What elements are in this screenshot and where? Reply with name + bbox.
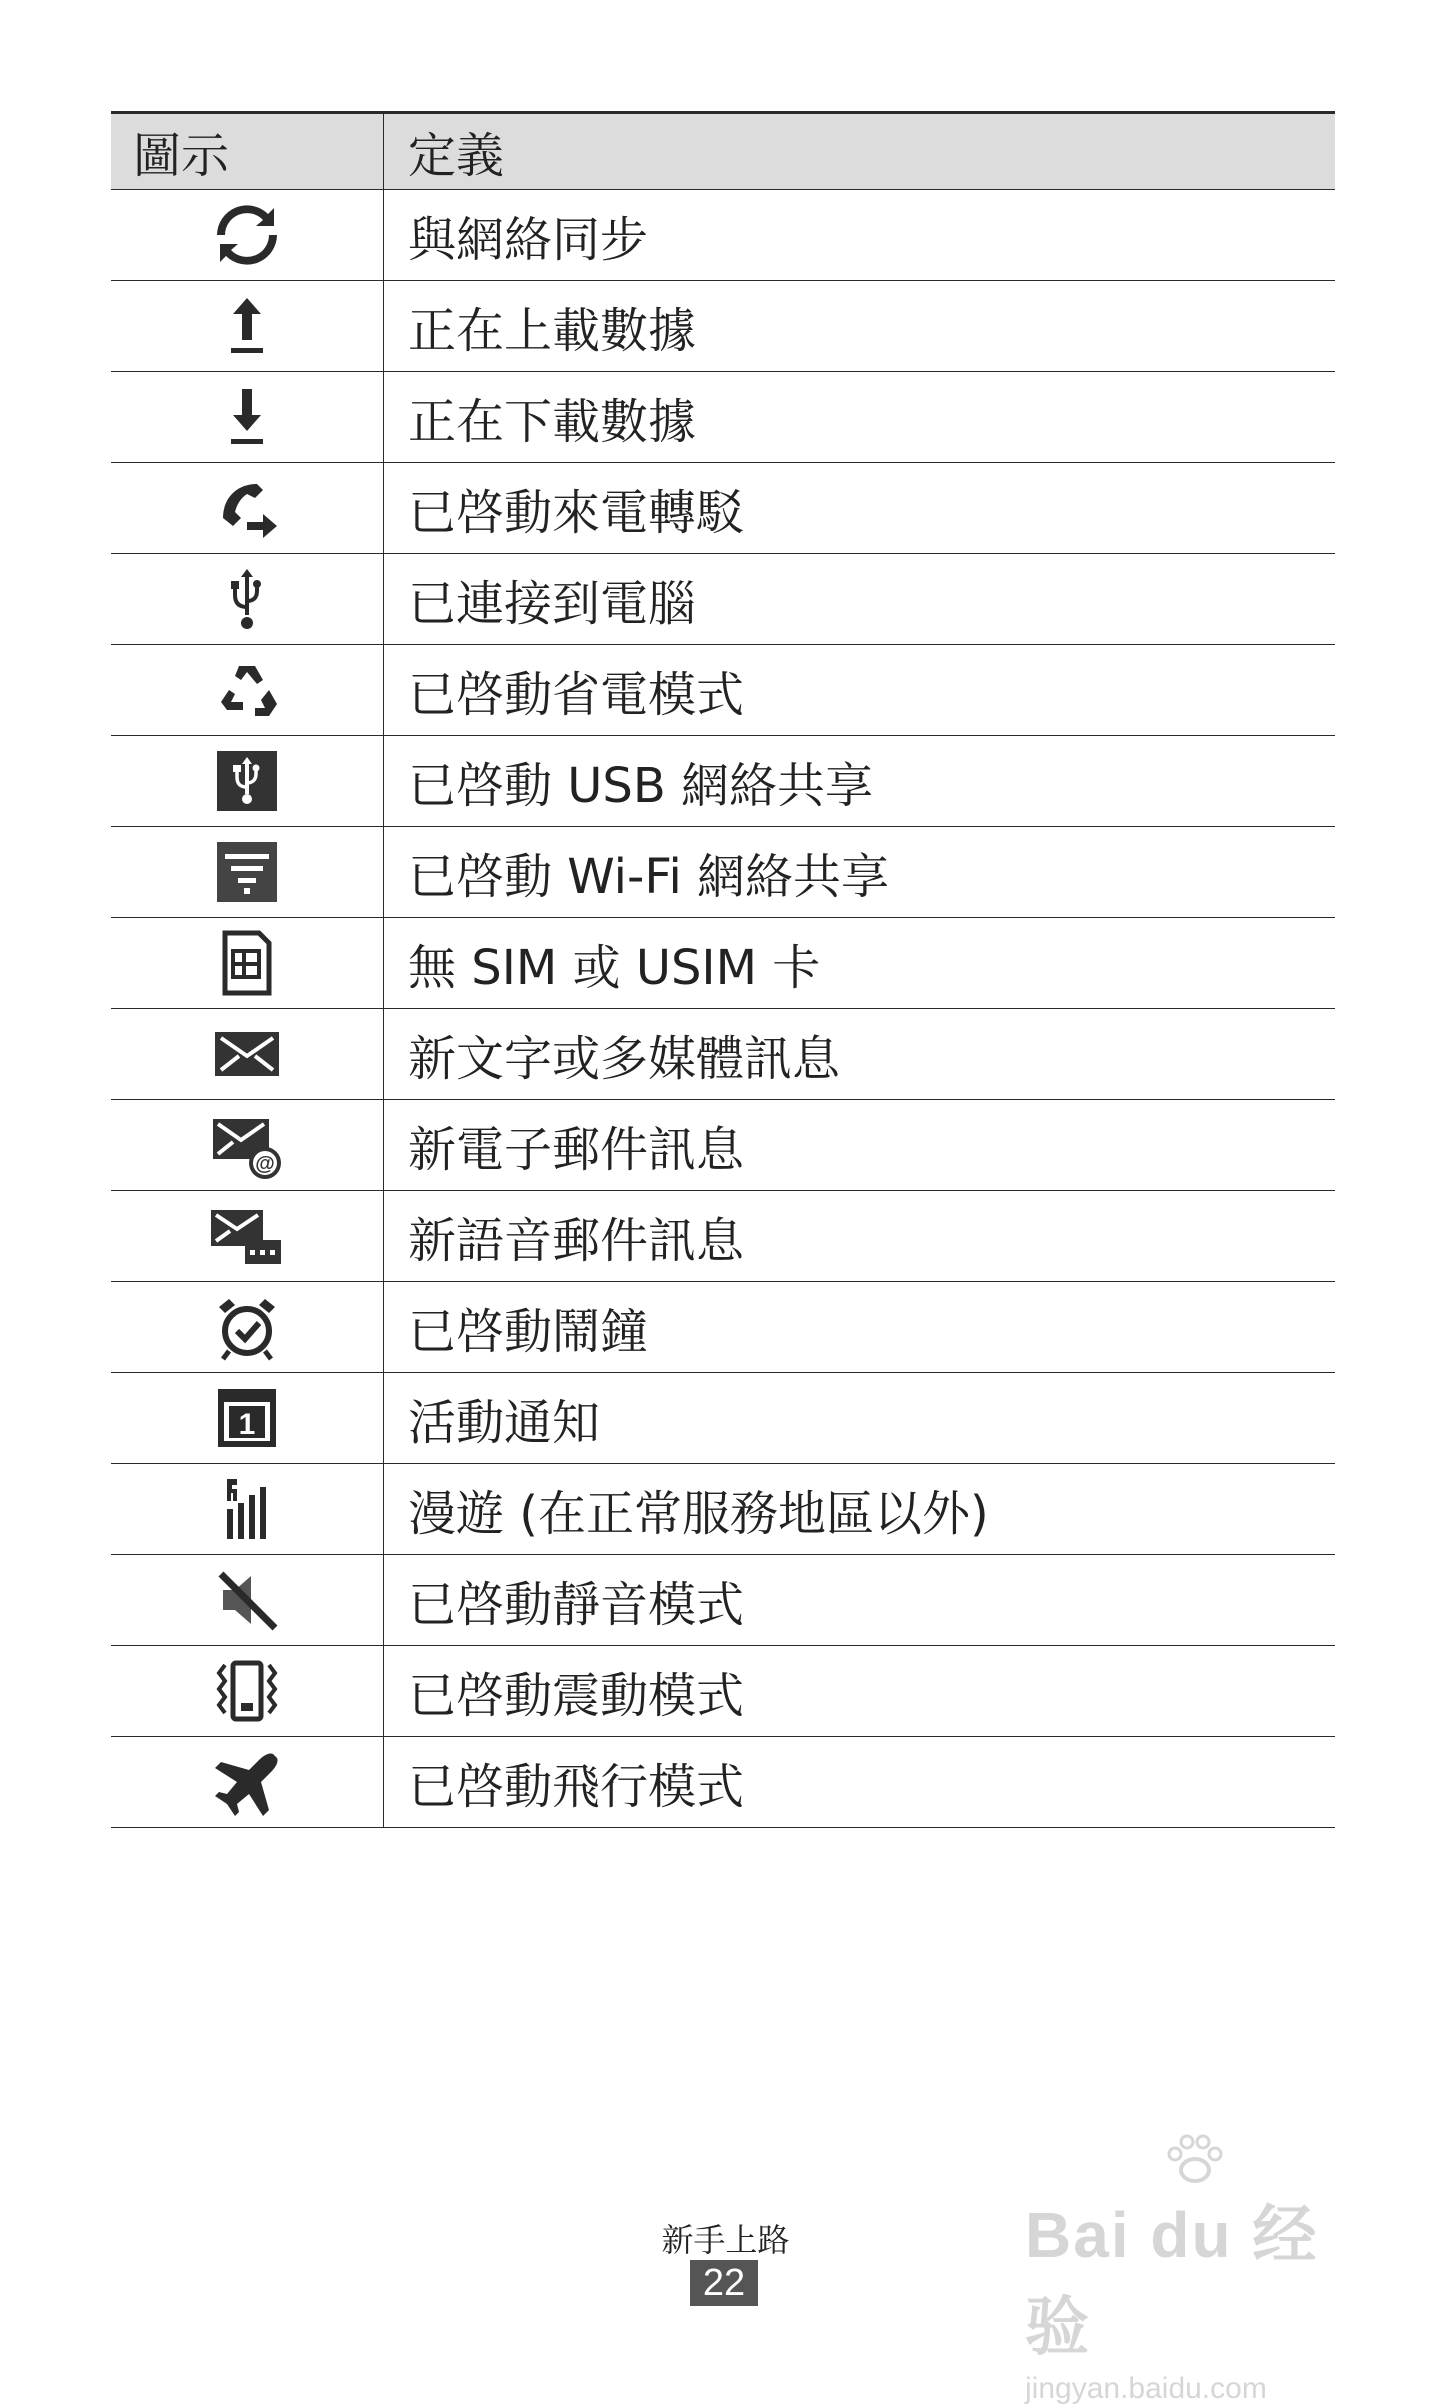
call-forward-icon <box>211 472 283 544</box>
calendar-icon <box>211 1382 283 1454</box>
download-icon <box>211 381 283 453</box>
wifi-tethering-icon <box>211 836 283 908</box>
upload-icon <box>211 290 283 362</box>
definition-text: 新電子郵件訊息 <box>384 1100 1336 1191</box>
definition-text: 已連接到電腦 <box>384 554 1336 645</box>
table-row <box>111 1009 1335 1100</box>
definition-text: 正在上載數據 <box>384 281 1336 372</box>
sync-icon <box>211 199 283 271</box>
table-row <box>111 1373 1335 1464</box>
definition-text: 與網絡同步 <box>384 190 1336 281</box>
calendar-day-number: 1 <box>238 1408 256 1441</box>
definition-text: 已啓動省電模式 <box>384 645 1336 736</box>
table-row <box>111 281 1335 372</box>
definition-text: 活動通知 <box>384 1373 1336 1464</box>
email-icon <box>211 1109 283 1181</box>
voicemail-icon <box>211 1200 283 1272</box>
definition-text: 已啓動來電轉駁 <box>384 463 1336 554</box>
power-saving-icon <box>211 654 283 726</box>
table-row <box>111 736 1335 827</box>
definition-text: 已啓動 USB 網絡共享 <box>384 736 1336 827</box>
definition-text: 已啓動靜音模式 <box>384 1555 1336 1646</box>
table-row <box>111 463 1335 554</box>
vibration-mode-icon <box>211 1655 283 1727</box>
table-row <box>111 1100 1335 1191</box>
table-row <box>111 190 1335 281</box>
definition-text: 無 SIM 或 USIM 卡 <box>384 918 1336 1009</box>
usb-icon <box>211 563 283 635</box>
icon-definition-table <box>111 111 1335 1828</box>
definition-text: 漫遊 (在正常服務地區以外) <box>384 1464 1336 1555</box>
definition-text: 已啓動飛行模式 <box>384 1737 1336 1828</box>
no-sim-icon <box>211 927 283 999</box>
table-row <box>111 1282 1335 1373</box>
definition-text: 新語音郵件訊息 <box>384 1191 1336 1282</box>
baidu-watermark <box>1025 2150 1375 2405</box>
header-icon-column: 圖示 <box>111 113 384 190</box>
table-row <box>111 645 1335 736</box>
table-row <box>111 372 1335 463</box>
table-row <box>111 1464 1335 1555</box>
header-definition-column: 定義 <box>384 113 1336 190</box>
page-number: 22 <box>690 2260 758 2306</box>
table-row <box>111 554 1335 645</box>
definition-text: 已啓動震動模式 <box>384 1646 1336 1737</box>
definition-text: 新文字或多媒體訊息 <box>384 1009 1336 1100</box>
definition-text: 已啓動 Wi-Fi 網絡共享 <box>384 827 1336 918</box>
usb-tethering-icon <box>211 745 283 817</box>
section-title: 新手上路 <box>661 2221 790 2259</box>
watermark-url: jingyan.baidu.com <box>1025 2372 1267 2405</box>
table-row <box>111 918 1335 1009</box>
table-row <box>111 827 1335 918</box>
table-row <box>111 1191 1335 1282</box>
table-header-row <box>111 113 1335 190</box>
alarm-icon <box>211 1291 283 1363</box>
message-icon <box>211 1018 283 1090</box>
airplane-mode-icon <box>211 1746 283 1818</box>
paw-icon <box>1165 2134 1225 2184</box>
table-row <box>111 1555 1335 1646</box>
svg-text:@: @ <box>255 1153 275 1175</box>
definition-text: 已啓動鬧鐘 <box>384 1282 1336 1373</box>
silent-mode-icon <box>211 1564 283 1636</box>
table-row <box>111 1646 1335 1737</box>
watermark-logo: Bai du 经验 <box>1025 2199 1319 2363</box>
definition-text: 正在下載數據 <box>384 372 1336 463</box>
roaming-icon <box>211 1473 283 1545</box>
table-row <box>111 1737 1335 1828</box>
